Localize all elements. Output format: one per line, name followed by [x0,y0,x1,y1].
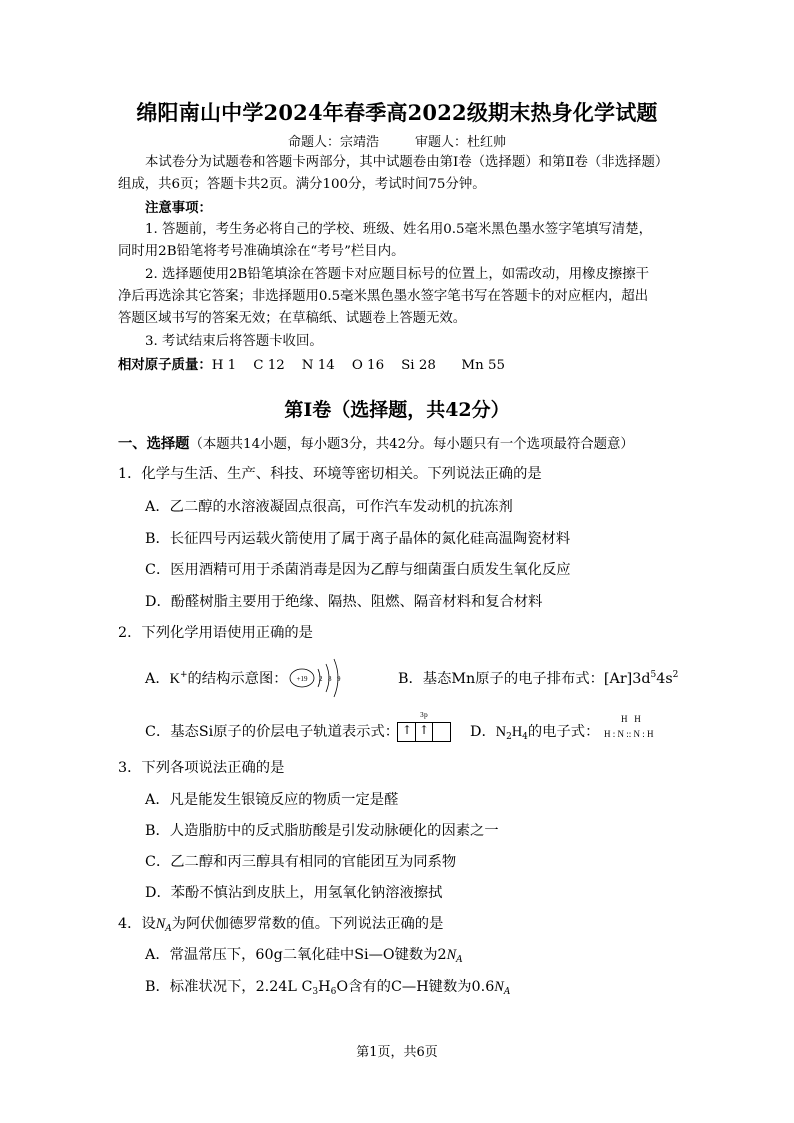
part1-heading: 一、选择题（本题共14小题，每小题3分，共42分。每小题只有一个选项最符合题意） [118,436,634,452]
electron-dot-top: H H [621,714,641,724]
notice-heading: 注意事项： [145,200,212,216]
q4-stem: 4．设$N_A$为阿伏伽德罗常数的值。下列说法正确的是 [118,916,444,934]
shell-1: 2 [319,675,323,683]
orbital-label: 3p [420,712,428,719]
electron-dot-formula: H : N :: N : H [604,729,654,739]
q2-option-b: B．基态Mn原子的电子排布式：$[Ar]3d^54s^2$ [398,670,679,687]
q2-option-d: D．$N_2H_4$的电子式： [470,724,600,742]
section-title: 第Ⅰ卷（选择题，共42分） [284,399,510,421]
page-footer: 第1页，共6页 [356,1045,438,1060]
shell-3: 9 [337,675,341,683]
q2-option-c: C．基态Si原子的价层电子轨道表示式： [145,724,400,740]
q2-option-a: A．K+的结构示意图： [145,670,288,687]
intro-line-1: 本试卷分为试题卷和答题卡两部分，其中试题卷由第Ⅰ卷（选择题）和第Ⅱ卷（非选择题） [145,155,669,170]
q3-option-b: B．人造脂肪中的反式脂肪酸是引发动脉硬化的因素之一 [145,823,499,839]
notice-item-2-cont2: 答题区域书写的答案无效；在草稿纸、试题卷上答题无效。 [118,311,467,326]
orbital-arrow-1: ↑ [402,723,413,737]
q1-stem: 1．化学与生活、生产、科技、环境等密切相关。下列说法正确的是 [118,466,542,482]
q3-option-d: D．苯酚不慎沾到皮肤上，用氢氧化钠溶液擦拭 [145,885,443,901]
setter: 命题人：宗靖浩 [287,135,379,150]
q4-option-a: A．常温常压下，60g二氧化硅中Si—O键数为$2N_A$ [145,947,463,965]
q3-stem: 3．下列各项说法正确的是 [118,760,285,776]
q3-option-a: A．凡是能发生银镜反应的物质一定是醛 [145,792,399,808]
intro-line-2: 组成，共6页；答题卡共2页。满分100分，考试时间75分钟。 [118,177,486,192]
q1-option-b: B．长征四号丙运载火箭使用了属于离子晶体的氮化硅高温陶瓷材料 [145,531,571,547]
q1-option-a: A．乙二醇的水溶液凝固点很高，可作汽车发动机的抗冻剂 [145,499,513,515]
q3-option-c: C．乙二醇和丙三醇具有相同的官能团互为同系物 [145,854,457,870]
q4-option-b: B．标准状况下，2.24L $C_3H_6O$含有的C—H键数为$0.6N_A$ [145,979,511,997]
notice-item-2-cont: 净后再选涂其它答案；非选择题用0.5毫米黑色墨水签字笔书写在答题卡的对应框内，超出 [118,289,649,304]
orbital-arrow-2: ↑ [419,723,430,737]
authors-line [0,131,794,150]
q1-option-c: C．医用酒精可用于杀菌消毒是因为乙醇与细菌蛋白质发生氧化反应 [145,562,571,578]
notice-item-1-cont: 同时用2B铅笔将考号准确填涂在“考号”栏目内。 [118,244,405,259]
notice-item-3: 3. 考试结束后将答题卡收回。 [145,334,323,349]
notice-item-2: 2. 选择题使用2B铅笔填涂在答题卡对应题目标号的位置上，如需改动，用橡皮擦擦干 [145,267,650,282]
page-title: 绵阳南山中学2024年春季高2022级期末热身化学试题 [136,100,658,125]
reviewer: 审题人：杜红帅 [415,135,507,150]
notice-item-1: 1. 答题前，考生务必将自己的学校、班级、姓名用0.5毫米黑色墨水签字笔填写清楚， [145,222,652,237]
q1-option-d: D．酚醛树脂主要用于绝缘、隔热、阻燃、隔音材料和复合材料 [145,594,543,610]
atomic-masses: 相对原子质量：H 1 C 12 N 14 O 16 Si 28 Mn 55 [118,357,506,373]
nucleus-label: +19 [296,675,308,683]
shell-2: 8 [328,675,332,683]
q2-stem: 2．下列化学用语使用正确的是 [118,625,313,641]
k-ion-structure-diagram [286,652,356,702]
